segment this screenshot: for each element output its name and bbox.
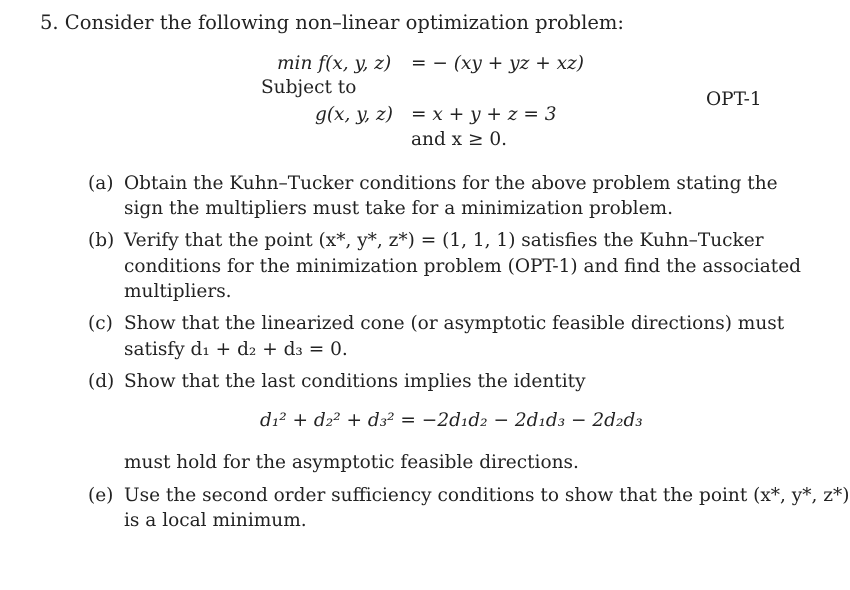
part-d-letter: (d)	[88, 371, 115, 392]
constraint-rhs: = x + y + z = 3	[411, 104, 557, 125]
part-a-line-2: sign the multipliers must take for a minimization problem.	[124, 198, 673, 219]
part-b-line-1: Verify that the point (x*, y*, z*) = (1, 1, 1) satisfies the Kuhn–Tucker	[124, 230, 764, 251]
problem-tag: OPT-1	[706, 89, 762, 110]
part-e-line-2: is a local minimum.	[124, 510, 307, 531]
part-c-letter: (c)	[88, 313, 113, 334]
part-c-line-2: satisfy d₁ + d₂ + d₃ = 0.	[124, 339, 348, 360]
part-c-line-1: Show that the linearized cone (or asymptotic feasible directions) must	[124, 313, 785, 334]
part-b-letter: (b)	[88, 230, 115, 251]
nonnegativity-constraint: and x ≥ 0.	[411, 129, 508, 150]
constraint-lhs: g(x, y, z)	[315, 104, 393, 125]
part-a-letter: (a)	[88, 173, 114, 194]
objective-lhs: min f(x, y, z)	[277, 53, 392, 74]
subject-to-label: Subject to	[261, 77, 357, 98]
objective-rhs: = − (xy + yz + xz)	[411, 53, 584, 74]
part-a-line-1: Obtain the Kuhn–Tucker conditions for the above problem stating the	[124, 173, 778, 194]
part-e-line-1: Use the second order sufficiency conditions to show that the point (x*, y*, z*)	[124, 485, 850, 506]
part-d-equation: d₁² + d₂² + d₃² = −2d₁d₂ − 2d₁d₃ − 2d₂d₃	[260, 410, 643, 431]
part-b-line-2: conditions for the minimization problem (OPT-1) and find the associated	[124, 256, 802, 277]
part-b-line-3: multipliers.	[124, 281, 232, 302]
part-e-letter: (e)	[88, 485, 114, 506]
problem-heading: 5. Consider the following non–linear optimization problem:	[40, 11, 624, 34]
part-d-line-1: Show that the last conditions implies the identity	[124, 371, 586, 392]
part-d-after-text: must hold for the asymptotic feasible directions.	[124, 452, 579, 473]
